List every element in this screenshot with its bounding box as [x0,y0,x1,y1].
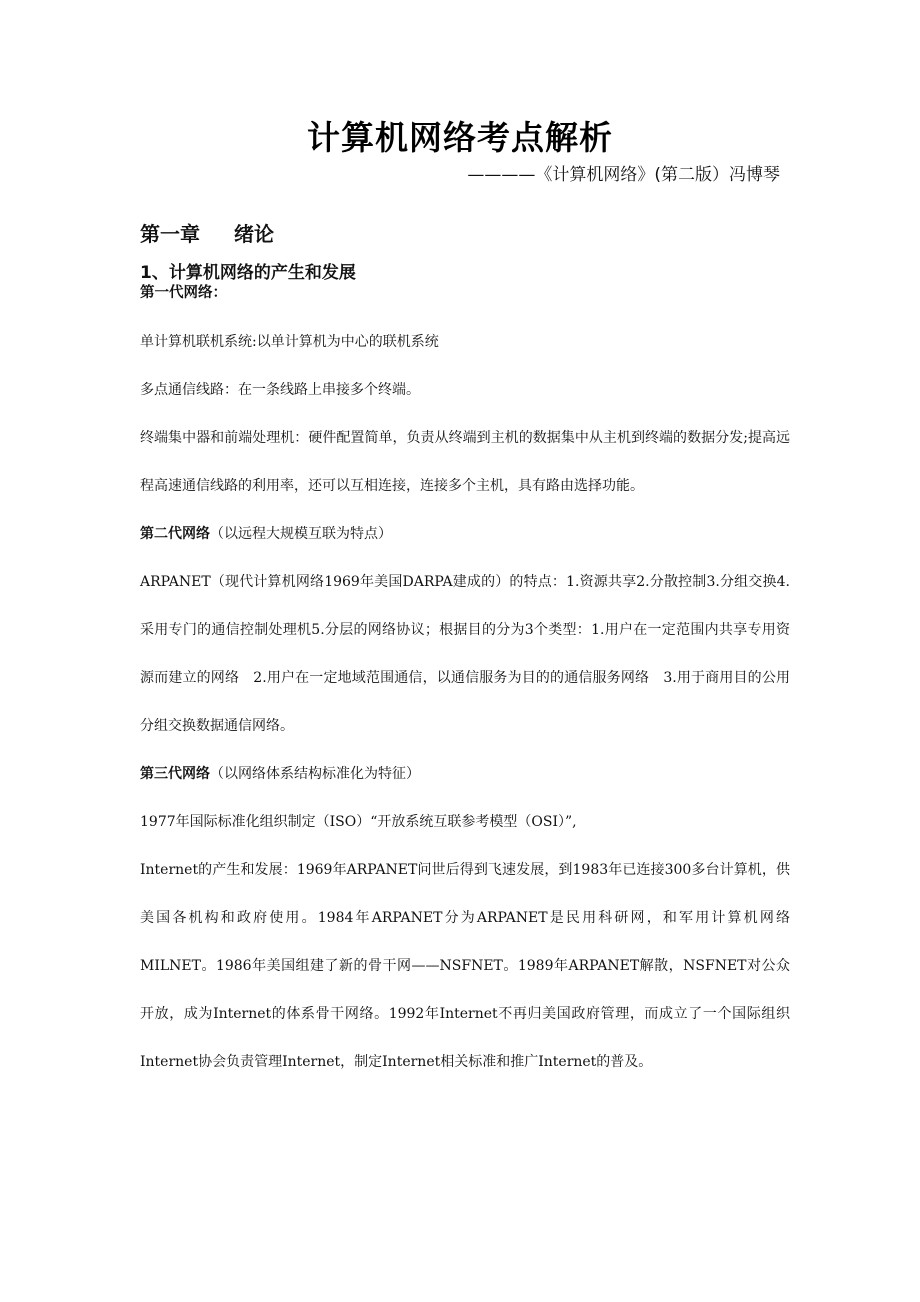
document-subtitle: ————《计算机网络》(第二版）冯博琴 [467,165,780,185]
gen3-heading: 第三代网络 [140,766,210,782]
gen2-heading-line [140,510,790,558]
gen1-line-3: 终端集中器和前端处理机：硬件配置简单，负责从终端到主机的数据集中从主机到终端的数据分发;提高远程高速通信线路的利用率，还可以互相连接，连接多个主机，具有路由选择功能。 [140,430,790,494]
gen3-note: （以网络体系结构标准化为特征） [210,766,420,782]
gen3-text: Internet的产生和发展：1969年ARPANET问世后得到飞速发展，到1983年已连接300多台计算机，供美国各机构和政府使用。1984年ARPANET分为ARPANET是民用科研网，和军用计算机网络MILNET。1986年美国组建了新的骨干网——NSFNET。1989年ARPANET解散，NSFNET对公众开放，成为Internet的体系骨干网络。1992年Internet不再归美国政府管理，而成立了一个国际组织Internet协会负责管理Internet，制定Internet相关标准和推广Internet的普及。 [140,862,790,1070]
gen2-note: （以远程大规模互联为特点） [210,526,392,542]
gen1-line-2: 多点通信线路：在一条线路上串接多个终端。 [140,382,420,398]
gen2-text: ARPANET（现代计算机网络1969年美国DARPA建成的）的特点：1.资源共享2.分散控制3.分组交换4.采用专门的通信控制处理机5.分层的网络协议；根据目的分为3个类型：1.用户在一定范围内共享专用资源而建立的网络 2.用户在一定地域范围通信，以通信服务为目的的通信服务网络 3.用于商用目的公用分组交换数据通信网络。 [140,574,790,734]
document-body [140,282,790,1086]
gen3-heading-line [140,750,790,798]
gen3-line-1: 1977年国际标准化组织制定（ISO）“开放系统互联参考模型（OSI）”, [140,814,577,830]
document-title: 计算机网络考点解析 [307,118,613,157]
chapter-heading [140,218,274,247]
section-title: 1、计算机网络的产生和发展 [140,263,356,283]
chapter-number: 第一章 [140,222,200,246]
chapter-name: 绪论 [234,222,274,246]
gen1-heading: 第一代网络： [140,285,227,301]
gen1-line-1: 单计算机联机系统:以单计算机为中心的联机系统 [140,334,439,350]
gen2-heading: 第二代网络 [140,526,210,542]
